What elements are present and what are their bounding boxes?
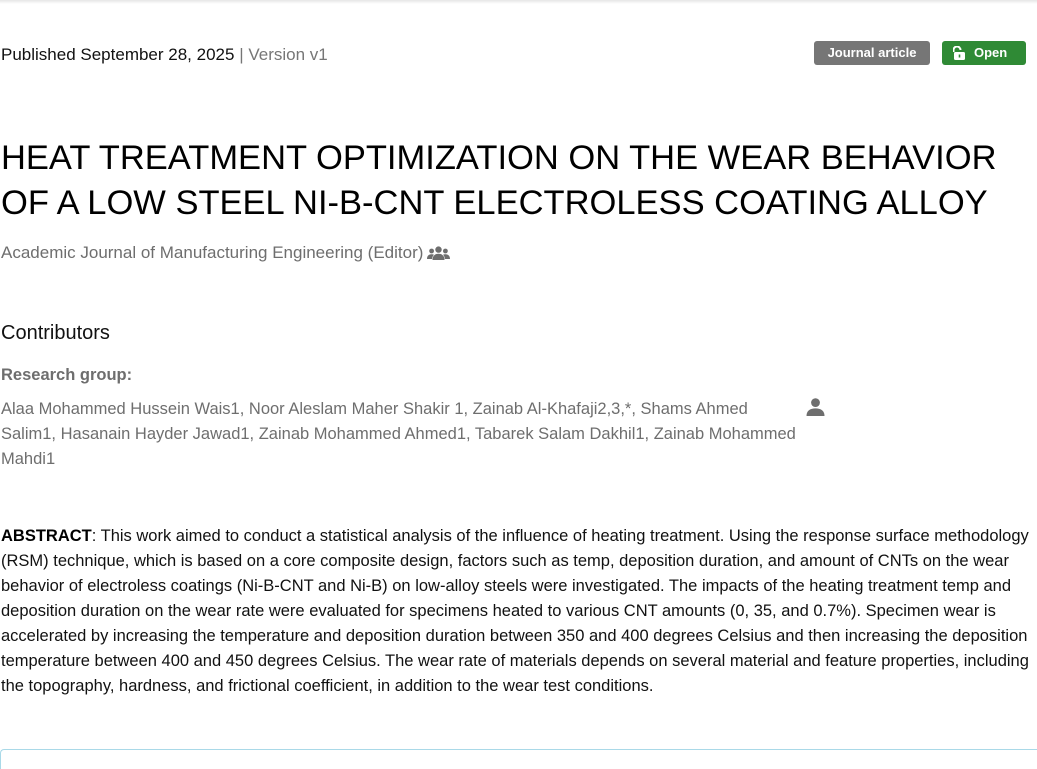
header-shadow xyxy=(0,0,1037,4)
publication-info-row xyxy=(1,44,1026,66)
person-icon xyxy=(806,398,825,416)
record-title: HEAT TREATMENT OPTIMIZATION ON THE WEAR BEHAVIOR OF A LOW STEEL NI-B-CNT ELECTROLESS COATING ALLOY xyxy=(1,139,997,222)
research-group-names[interactable]: Alaa Mohammed Hussein Wais1, Noor Aleslam Maher Shakir 1, Zainab Al-Khafaji2,3,*, Shams Ahmed Salim1, Hasanain Hayder Jawad1, Zainab Mohammed Ahmed1, Tabarek Salam Dakhil1, Zainab Mohammed Mahdi1 xyxy=(1,400,796,468)
resource-type-label: Journal article xyxy=(827,45,917,60)
abstract xyxy=(1,524,1037,699)
publisher-line xyxy=(1,242,450,264)
separator: | xyxy=(239,45,244,64)
access-label: Open xyxy=(974,45,1008,60)
badges xyxy=(814,41,1026,65)
publication-date-version xyxy=(1,44,328,66)
next-section-box xyxy=(0,749,1037,769)
unlock-icon xyxy=(953,46,966,60)
abstract-text: : This work aimed to conduct a statistical analysis of the influence of heating treatment. Using the response surface methodology (RSM) technique, which is based on a core composite design, factors such as temp, deposition duration, and amount of CNTs on the wear behavior of electroless coatings (Ni-B-CNT and Ni-B) on low-alloy steels were investigated. The impacts of the heating treatment temp and deposition duration on the wear rate were evaluated for specimens heated to various CNT amounts (0, 35, and 0.7%). Specimen wear is accelerated by increasing the temperature and deposition duration between 350 and 400 degrees Celsius and then increasing the deposition temperature between 400 and 450 degrees Celsius. The wear rate of materials depends on several material and feature properties, including the topography, hardness, and frictional coefficient, in addition to the wear test conditions. xyxy=(1,527,1029,695)
contributors-heading: Contributors xyxy=(1,322,110,344)
publisher-name[interactable]: Academic Journal of Manufacturing Engineering (Editor) xyxy=(1,243,424,262)
research-group-label: Research group: xyxy=(1,366,133,384)
version-label: Version v1 xyxy=(248,45,328,64)
abstract-label: ABSTRACT xyxy=(1,527,92,545)
published-date: Published September 28, 2025 xyxy=(1,45,235,64)
access-badge[interactable] xyxy=(942,41,1026,65)
resource-type-badge xyxy=(814,41,930,65)
group-icon xyxy=(427,246,450,260)
